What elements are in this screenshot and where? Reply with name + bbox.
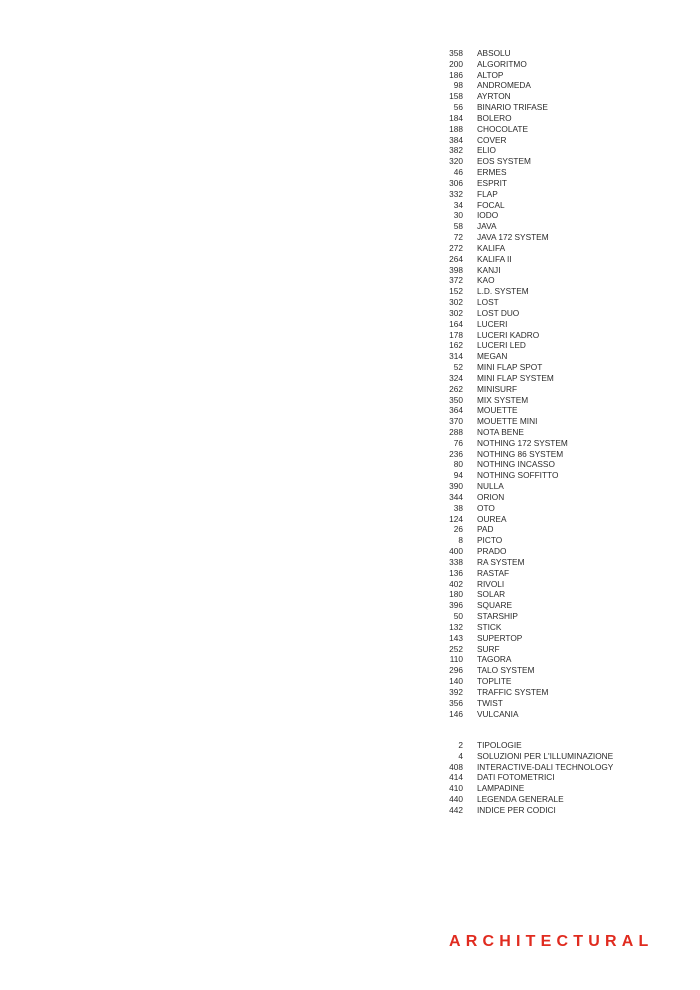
index-page-number: 440 bbox=[449, 794, 463, 805]
product-index-row bbox=[434, 70, 674, 81]
index-page-number: 72 bbox=[453, 232, 463, 243]
index-page-number: 324 bbox=[449, 372, 463, 383]
index-page-number: 56 bbox=[453, 102, 463, 113]
product-index-row bbox=[434, 167, 674, 178]
product-index-row bbox=[434, 524, 674, 535]
index-page-number: 262 bbox=[449, 383, 463, 394]
section-index-row bbox=[434, 740, 674, 751]
index-page-number: 252 bbox=[449, 643, 463, 654]
product-index-row bbox=[434, 232, 674, 243]
product-index-row bbox=[434, 492, 674, 503]
index-entry-name: NOTHING 86 SYSTEM bbox=[477, 448, 564, 459]
index-page-number: 364 bbox=[449, 405, 463, 416]
product-index-row bbox=[434, 48, 674, 59]
index-page-number: 350 bbox=[449, 394, 463, 405]
index-page-number: 410 bbox=[449, 783, 463, 794]
index-entry-name: TIPOLOGIE bbox=[477, 740, 522, 750]
index-entry-name: FLAP bbox=[477, 188, 498, 199]
product-index-row bbox=[434, 221, 674, 232]
product-index-row bbox=[434, 514, 674, 525]
index-page-number: 38 bbox=[453, 502, 463, 513]
product-index-row bbox=[434, 427, 674, 438]
index-page-number: 162 bbox=[449, 340, 463, 351]
index-page-number: 398 bbox=[449, 264, 463, 275]
index-entry-name: ORION bbox=[477, 491, 505, 502]
index-entry-name: JAVA 172 SYSTEM bbox=[477, 232, 549, 243]
product-index-row bbox=[434, 124, 674, 135]
index-page-number: 76 bbox=[453, 437, 463, 448]
index-entry-name: LUCERI KADRO bbox=[477, 329, 540, 340]
index-entry-name: PICTO bbox=[477, 535, 503, 546]
product-index-row bbox=[434, 438, 674, 449]
index-entry-name: KAO bbox=[477, 275, 495, 286]
product-index-row bbox=[434, 297, 674, 308]
product-index-row bbox=[434, 200, 674, 211]
index-entry-name: SOLAR bbox=[477, 589, 506, 600]
index-page-number: 396 bbox=[449, 600, 463, 611]
index-entry-name: JAVA bbox=[477, 221, 497, 232]
index-entry-name: COVER bbox=[477, 134, 507, 145]
product-index-row bbox=[434, 243, 674, 254]
product-index-row bbox=[434, 384, 674, 395]
brand-title: ARCHITECTURAL bbox=[449, 933, 654, 950]
index-entry-name: EOS SYSTEM bbox=[477, 156, 531, 167]
index-entry-name: SUPERTOP bbox=[477, 632, 523, 643]
index-entry-name: ANDROMEDA bbox=[477, 80, 531, 91]
index-entry-name: MOUETTE MINI bbox=[477, 416, 538, 427]
index-page-number: 26 bbox=[453, 524, 463, 535]
index-page-number: 8 bbox=[458, 535, 463, 546]
product-index-row bbox=[434, 622, 674, 633]
index-entry-name: OTO bbox=[477, 502, 495, 513]
index-entry-name: AYRTON bbox=[477, 91, 511, 102]
section-index-row bbox=[434, 794, 674, 805]
index-page-number: 143 bbox=[449, 632, 463, 643]
product-index-row bbox=[434, 654, 674, 665]
product-index-row bbox=[434, 135, 674, 146]
product-index-row bbox=[434, 340, 674, 351]
product-index-row bbox=[434, 676, 674, 687]
product-index-row bbox=[434, 275, 674, 286]
index-entry-name: STICK bbox=[477, 621, 502, 632]
index-page-number: 402 bbox=[449, 578, 463, 589]
product-index-row bbox=[434, 308, 674, 319]
index-entry-name: TWIST bbox=[477, 697, 503, 708]
index-entry-name: MEGAN bbox=[477, 351, 508, 362]
index-page-number: 344 bbox=[449, 491, 463, 502]
index-entry-name: MIX SYSTEM bbox=[477, 394, 529, 405]
index-entry-name: RA SYSTEM bbox=[477, 556, 525, 567]
index-entry-name: LOST DUO bbox=[477, 307, 520, 318]
section-index-row bbox=[434, 772, 674, 783]
index-page-number: 178 bbox=[449, 329, 463, 340]
section-index-row bbox=[434, 762, 674, 773]
index-entry-name: SQUARE bbox=[477, 600, 513, 611]
product-index-row bbox=[434, 178, 674, 189]
index-page-number: 272 bbox=[449, 242, 463, 253]
index-entry-name: TALO SYSTEM bbox=[477, 665, 535, 676]
index-page-number: 400 bbox=[449, 546, 463, 557]
index-page-number: 124 bbox=[449, 513, 463, 524]
index-page-number: 200 bbox=[449, 58, 463, 69]
index-entry-name: ESPRIT bbox=[477, 177, 507, 188]
section-index-row bbox=[434, 805, 674, 816]
index-page-number: 186 bbox=[449, 69, 463, 80]
index-page-number: 384 bbox=[449, 134, 463, 145]
product-index-row bbox=[434, 665, 674, 676]
index-entry-name: NOTHING INCASSO bbox=[477, 459, 555, 470]
index-page-number: 296 bbox=[449, 665, 463, 676]
index-entry-name: TAGORA bbox=[477, 654, 512, 665]
product-index-row bbox=[434, 113, 674, 124]
index-page-number: 164 bbox=[449, 318, 463, 329]
index-entry-name: NOTHING SOFFITTO bbox=[477, 470, 559, 481]
index-entry-name: MINISURF bbox=[477, 383, 518, 394]
index-entry-name: BOLERO bbox=[477, 112, 512, 123]
index-entry-name: INTERACTIVE-DALI TECHNOLOGY bbox=[477, 761, 614, 772]
product-index-row bbox=[434, 416, 674, 427]
product-index-row bbox=[434, 156, 674, 167]
index-page-number: 358 bbox=[449, 48, 463, 58]
product-index-row bbox=[434, 481, 674, 492]
index-entry-name: SOLUZIONI PER L'ILLUMINAZIONE bbox=[477, 750, 614, 761]
index-page-number: 414 bbox=[449, 772, 463, 783]
product-index-row bbox=[434, 535, 674, 546]
product-index-row bbox=[434, 319, 674, 330]
product-index-row bbox=[434, 600, 674, 611]
product-index-row bbox=[434, 102, 674, 113]
product-index-row bbox=[434, 210, 674, 221]
index-entry-name: SURF bbox=[477, 643, 500, 654]
index-page-number: 46 bbox=[453, 167, 463, 178]
index-page-number: 158 bbox=[449, 91, 463, 102]
sections-index-list bbox=[434, 740, 674, 816]
index-page-number: 236 bbox=[449, 448, 463, 459]
products-index-list bbox=[434, 48, 674, 719]
index-page-number: 390 bbox=[449, 481, 463, 492]
index-entry-name: TOPLITE bbox=[477, 676, 512, 687]
index-entry-name: MINI FLAP SPOT bbox=[477, 362, 543, 373]
product-index-row bbox=[434, 687, 674, 698]
index-entry-name: NULLA bbox=[477, 481, 504, 492]
index-entry-name: ALGORITMO bbox=[477, 58, 527, 69]
index-page-number: 80 bbox=[453, 459, 463, 470]
index-page-number: 58 bbox=[453, 221, 463, 232]
index-page-number: 372 bbox=[449, 275, 463, 286]
product-index-row bbox=[434, 351, 674, 362]
index-entry-name: ALTOP bbox=[477, 69, 504, 80]
product-index-row bbox=[434, 579, 674, 590]
section-index-row bbox=[434, 783, 674, 794]
index-page-number: 302 bbox=[449, 297, 463, 308]
product-index-row bbox=[434, 362, 674, 373]
product-index-row bbox=[434, 449, 674, 460]
index-page-number: 94 bbox=[453, 470, 463, 481]
index-page-number: 288 bbox=[449, 426, 463, 437]
index-entry-name: OUREA bbox=[477, 513, 507, 524]
index-page-number: 338 bbox=[449, 556, 463, 567]
index-page-number: 146 bbox=[449, 708, 463, 719]
product-index-row bbox=[434, 568, 674, 579]
index-entry-name: PAD bbox=[477, 524, 494, 535]
product-index-row bbox=[434, 265, 674, 276]
index-entry-name: KALIFA II bbox=[477, 253, 512, 264]
index-page-number: 110 bbox=[449, 654, 463, 665]
product-index-row bbox=[434, 373, 674, 384]
index-entry-name: L.D. SYSTEM bbox=[477, 286, 529, 297]
index-page-number: 188 bbox=[449, 123, 463, 134]
product-index-row bbox=[434, 503, 674, 514]
index-page-number: 314 bbox=[449, 351, 463, 362]
product-index-row bbox=[434, 589, 674, 600]
index-page-number: 2 bbox=[458, 740, 463, 750]
index-page-number: 356 bbox=[449, 697, 463, 708]
product-index-row bbox=[434, 91, 674, 102]
index-page-number: 180 bbox=[449, 589, 463, 600]
index-page-number: 132 bbox=[449, 621, 463, 632]
index-entry-name: KANJI bbox=[477, 264, 501, 275]
index-page-number: 136 bbox=[449, 567, 463, 578]
product-index-row bbox=[434, 557, 674, 568]
product-index-row bbox=[434, 405, 674, 416]
index-entry-name: NOTA BENE bbox=[477, 426, 524, 437]
product-index-row bbox=[434, 80, 674, 91]
product-index-row bbox=[434, 709, 674, 720]
index-entry-name: LEGENDA GENERALE bbox=[477, 794, 564, 805]
index-page-number: 184 bbox=[449, 112, 463, 123]
index-page-number: 442 bbox=[449, 804, 463, 815]
index-page-number: 30 bbox=[453, 210, 463, 221]
index-page-number: 332 bbox=[449, 188, 463, 199]
index-entry-name: IODO bbox=[477, 210, 499, 221]
product-index-row bbox=[434, 459, 674, 470]
index-entry-name: INDICE PER CODICI bbox=[477, 804, 556, 815]
index-entry-name: RIVOLI bbox=[477, 578, 505, 589]
product-index-row bbox=[434, 145, 674, 156]
index-entry-name: ELIO bbox=[477, 145, 496, 156]
index-page-number: 50 bbox=[453, 611, 463, 622]
product-index-row bbox=[434, 644, 674, 655]
index-page-number: 98 bbox=[453, 80, 463, 91]
product-index-row bbox=[434, 189, 674, 200]
index-entry-name: VULCANIA bbox=[477, 708, 519, 719]
index-page-number: 152 bbox=[449, 286, 463, 297]
index-entry-name: DATI FOTOMETRICI bbox=[477, 772, 555, 783]
index-page-number: 306 bbox=[449, 177, 463, 188]
index-page-number: 140 bbox=[449, 676, 463, 687]
index-entry-name: MOUETTE bbox=[477, 405, 518, 416]
index-entry-name: NOTHING 172 SYSTEM bbox=[477, 437, 568, 448]
index-page-number: 408 bbox=[449, 761, 463, 772]
index-page-number: 392 bbox=[449, 686, 463, 697]
product-index-row bbox=[434, 286, 674, 297]
product-index-row bbox=[434, 633, 674, 644]
index-page-number: 302 bbox=[449, 307, 463, 318]
product-index-row bbox=[434, 254, 674, 265]
index-entry-name: ABSOLU bbox=[477, 48, 511, 58]
product-index-row bbox=[434, 470, 674, 481]
product-index-row bbox=[434, 698, 674, 709]
index-entry-name: LOST bbox=[477, 297, 499, 308]
product-index-row bbox=[434, 395, 674, 406]
index-page-number: 382 bbox=[449, 145, 463, 156]
index-entry-name: CHOCOLATE bbox=[477, 123, 529, 134]
index-page-number: 4 bbox=[458, 750, 463, 761]
index-entry-name: KALIFA bbox=[477, 242, 506, 253]
index-entry-name: LAMPADINE bbox=[477, 783, 525, 794]
index-entry-name: FOCAL bbox=[477, 199, 505, 210]
index-entry-name: TRAFFIC SYSTEM bbox=[477, 686, 549, 697]
product-index-row bbox=[434, 611, 674, 622]
index-page-number: 264 bbox=[449, 253, 463, 264]
index-page-number: 52 bbox=[453, 362, 463, 373]
index-page-number: 370 bbox=[449, 416, 463, 427]
section-index-row bbox=[434, 751, 674, 762]
index-entry-name: PRADO bbox=[477, 546, 507, 557]
index-entry-name: RASTAF bbox=[477, 567, 510, 578]
index-entry-name: ERMES bbox=[477, 167, 507, 178]
index-entry-name: LUCERI LED bbox=[477, 340, 526, 351]
index-page-number: 34 bbox=[453, 199, 463, 210]
product-index-row bbox=[434, 330, 674, 341]
index-entry-name: STARSHIP bbox=[477, 611, 518, 622]
index-entry-name: BINARIO TRIFASE bbox=[477, 102, 548, 113]
index-page-number: 320 bbox=[449, 156, 463, 167]
index-entry-name: LUCERI bbox=[477, 318, 508, 329]
index-entry-name: MINI FLAP SYSTEM bbox=[477, 372, 554, 383]
product-index-row bbox=[434, 59, 674, 70]
product-index-row bbox=[434, 546, 674, 557]
